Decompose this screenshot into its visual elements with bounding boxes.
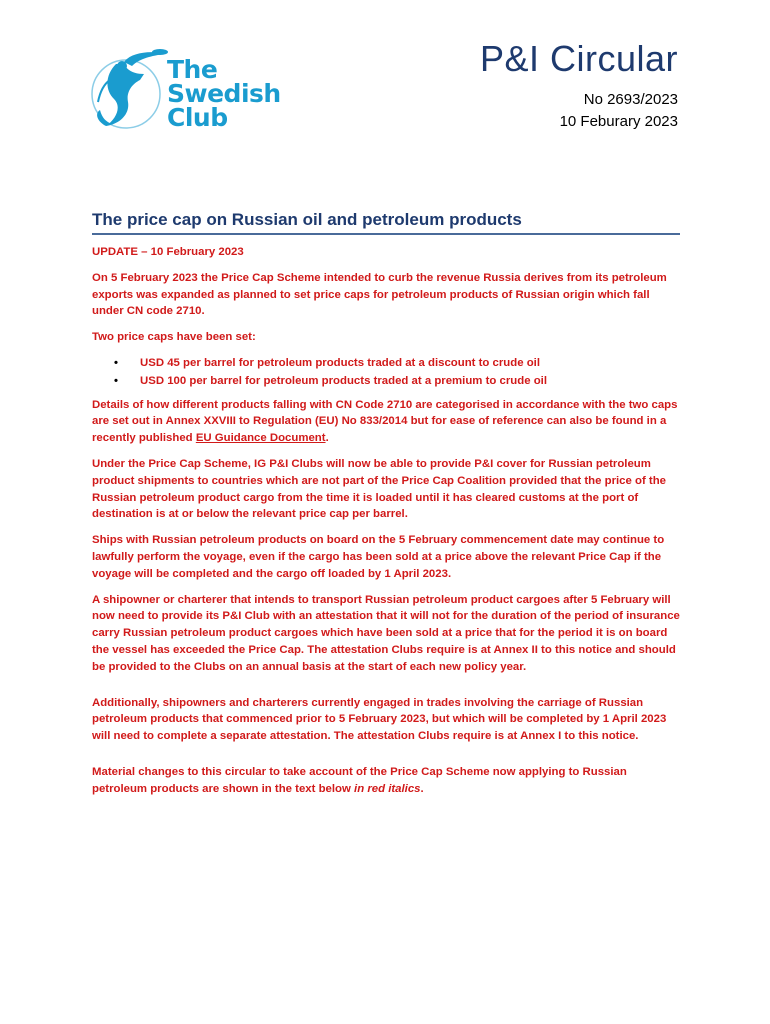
paragraph: A shipowner or charterer that intends to transport Russian petroleum product cargoes after 5 February will now need to provide its P&I Club with an attestation that it will not for the duration of the period of insurance carry Russian petroleum product cargoes which have been sold at a price that for the period it is on board the vessel has exceeded the Price Cap. The attestation Clubs require is at Annex II to this notice and should be provided to the Clubs on an annual basis at the start of each new policy year.: [92, 593, 680, 673]
spacer: [92, 685, 680, 695]
paragraph-text: Details of how different products falling with CN Code 2710 are categorised in accordance with the two caps are set out in Annex XXVIII to Regulation (EU) No 833/2014 but for ease of reference can also be found in a recently published: [92, 398, 678, 445]
list-item: [92, 373, 680, 390]
list-item-text: USD 45 per barrel for petroleum products traded at a discount to crude oil: [140, 356, 541, 369]
circular-date: 10 Feburary 2023: [559, 113, 678, 130]
paragraph: [92, 764, 680, 798]
logo-text-line: The: [167, 55, 218, 84]
paragraph: Additionally, shipowners and charterers currently engaged in trades involving the carriage of Russian petroleum products that commenced prior to 5 February 2023, but which will be completed by 1 April 2023 will need to complete a separate attestation. The attestation Clubs require is at Annex I to this notice.: [92, 696, 667, 743]
circular-number: No 2693/2023: [583, 91, 678, 108]
bullet-icon: •: [114, 374, 118, 387]
list-item-text: USD 100 per barrel for petroleum products traded at a premium to crude oil: [140, 374, 547, 387]
document-title: The price cap on Russian oil and petroleum products: [92, 210, 680, 235]
paragraph: Ships with Russian petroleum products on board on the 5 February commencement date may continue to lawfully perform the voyage, even if the cargo has been sold at a price above the relevant Price Cap if the voyage will be completed and the cargo off loaded by 1 April 2023.: [92, 534, 665, 580]
paragraph-text: Material changes to this circular to take account of the Price Cap Scheme now applying to Russian petroleum products are shown in the text below: [92, 765, 627, 795]
document-body: [92, 244, 680, 807]
caps-intro: Two price caps have been set:: [92, 331, 256, 344]
paragraph-text: .: [420, 782, 424, 795]
logo-text-line: Club: [167, 103, 228, 132]
spacer: [92, 754, 680, 764]
italic-text: in red italics: [354, 782, 421, 795]
bullet-icon: •: [114, 356, 118, 369]
list-item: [92, 355, 680, 372]
paragraph-text: .: [325, 432, 329, 445]
eu-guidance-link[interactable]: EU Guidance Document: [195, 432, 326, 445]
paragraph: [92, 397, 680, 447]
circular-title: P&I Circular: [479, 38, 678, 79]
paragraph: Under the Price Cap Scheme, IG P&I Clubs will now be able to provide P&I cover for Russian petroleum product shipments to countries which are not part of the Price Cap Coalition provided that the price of the Russian petroleum product cargo from the time it is loaded until it has cleared customs at the port of destination is at or below the relevant price cap per barrel.: [92, 457, 667, 521]
price-cap-list: [92, 355, 680, 390]
update-line: UPDATE – 10 February 2023: [92, 246, 244, 258]
logo-wordmark: [167, 55, 281, 132]
paragraph: On 5 February 2023 the Price Cap Scheme intended to curb the revenue Russia derives from its petroleum exports was expanded as planned to set price caps for petroleum products of Russian origin which fall under CN code 2710.: [92, 271, 667, 318]
logo-text-line: Swedish: [167, 79, 281, 108]
